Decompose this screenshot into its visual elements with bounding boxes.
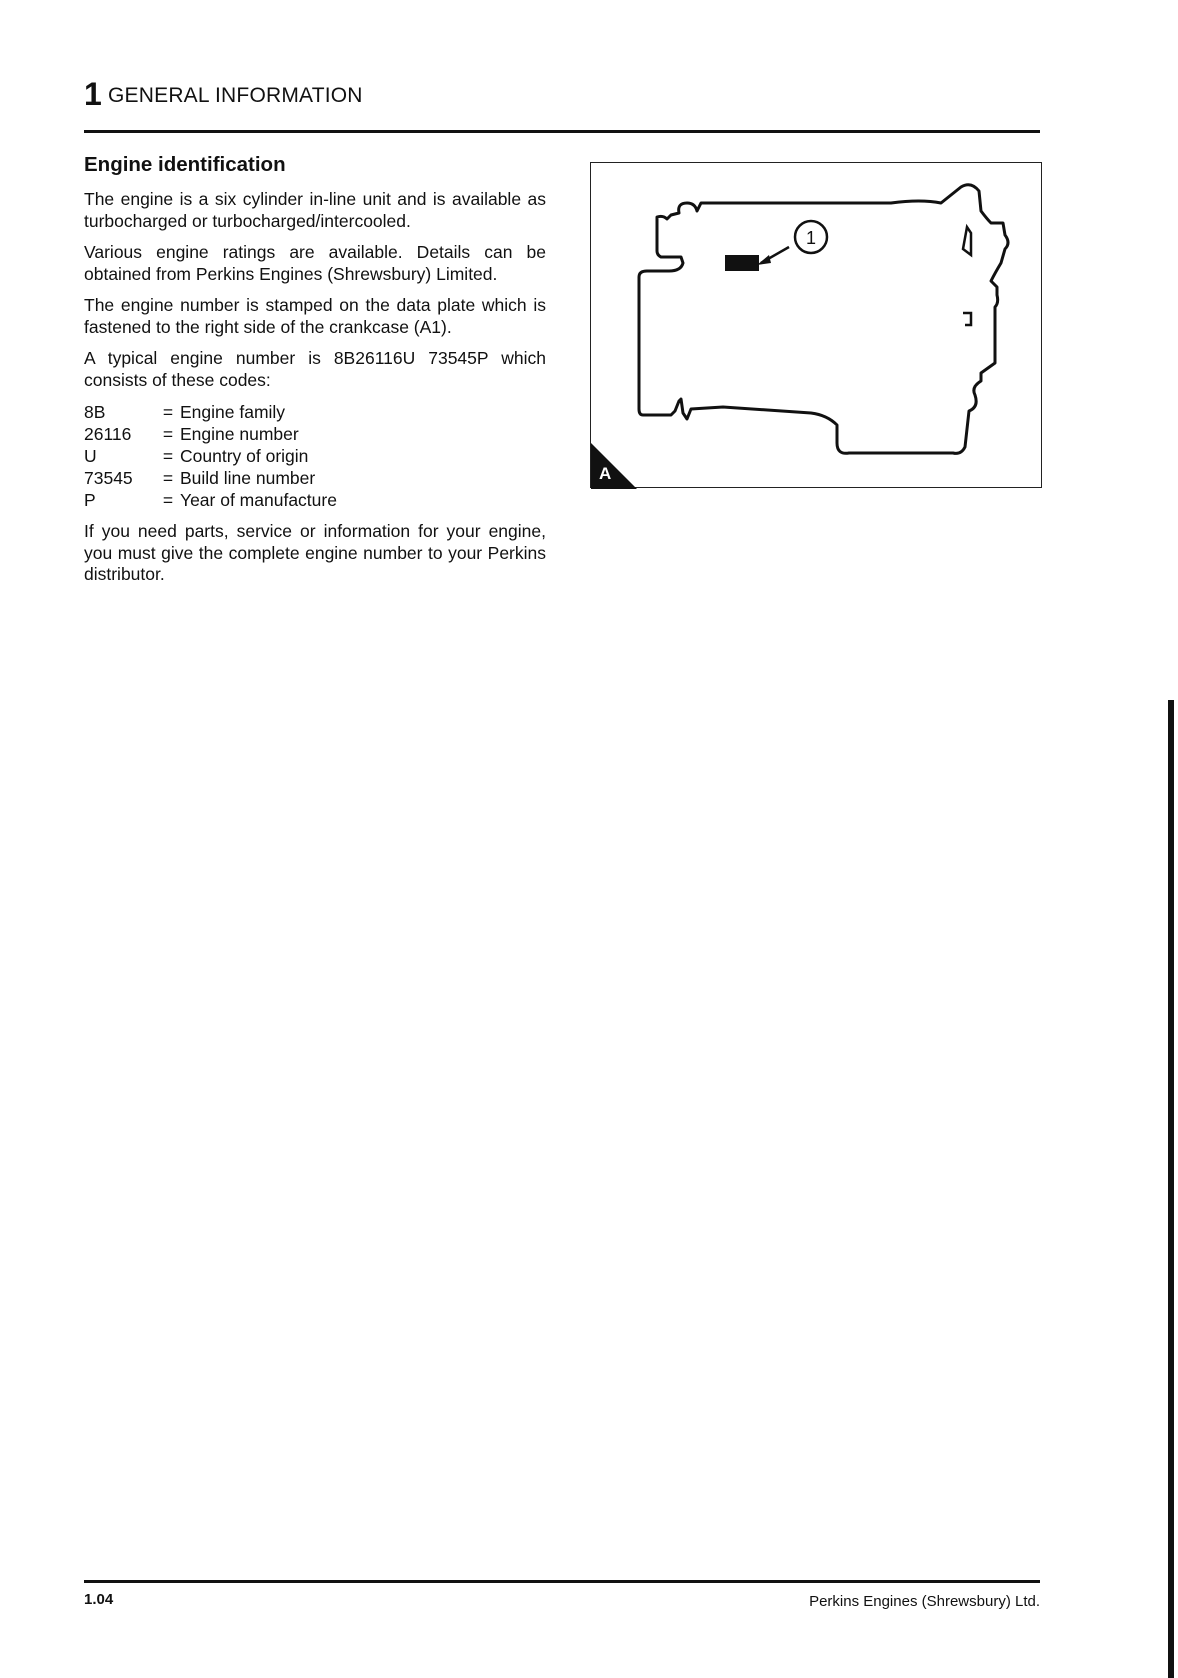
section-heading: Engine identification — [84, 153, 286, 176]
code-equals: = — [162, 490, 174, 510]
paragraph-data-plate: The engine number is stamped on the data plate which is fastened to the right side of the crankcase (A1). — [84, 295, 546, 337]
paragraph-engine-type: The engine is a six cylinder in-line unit and is available as turbocharged or turbocharged/intercooled. — [84, 189, 546, 231]
code-meaning: Country of origin — [180, 446, 309, 466]
code-key: 8B — [84, 402, 106, 422]
code-row — [84, 423, 546, 445]
publisher-name: Perkins Engines (Shrewsbury) Ltd. — [809, 1593, 1040, 1610]
paragraph-ratings: Various engine ratings are available. Details can be obtained from Perkins Engines (Shrewsbury) Limited. — [84, 242, 546, 284]
code-list — [84, 401, 546, 511]
figure-label-corner — [591, 443, 637, 489]
code-meaning: Build line number — [180, 468, 316, 488]
code-key: 26116 — [84, 424, 132, 444]
callout-number: 1 — [805, 228, 817, 248]
code-row — [84, 467, 546, 489]
code-equals: = — [162, 402, 174, 422]
engine-outline-drawing — [591, 163, 1043, 489]
data-plate — [725, 255, 759, 271]
code-meaning: Engine number — [180, 424, 299, 444]
paragraph-engine-number: A typical engine number is 8B26116U 73545P which consists of these codes: — [84, 348, 546, 390]
header-rule — [84, 130, 1040, 133]
footer-rule — [84, 1580, 1040, 1583]
page-header — [84, 76, 1040, 134]
figure-label: A — [599, 464, 612, 483]
scan-edge — [1168, 700, 1174, 1678]
section-number: 1 — [84, 76, 102, 112]
code-key: U — [84, 446, 97, 466]
code-row — [84, 489, 546, 511]
code-row — [84, 401, 546, 423]
code-key: P — [84, 490, 96, 510]
engine-detail-upper — [963, 227, 971, 255]
arrow-head-icon — [757, 255, 771, 265]
code-row — [84, 445, 546, 467]
code-key: 73545 — [84, 468, 133, 488]
body-column — [84, 153, 546, 596]
section-title: GENERAL INFORMATION — [108, 84, 363, 107]
code-meaning: Year of manufacture — [180, 490, 337, 510]
code-equals: = — [162, 468, 174, 488]
page-number: 1.04 — [84, 1591, 114, 1608]
engine-figure — [590, 162, 1042, 488]
engine-detail-lower — [963, 313, 971, 325]
code-equals: = — [162, 446, 174, 466]
code-meaning: Engine family — [180, 402, 286, 422]
engine-outline — [639, 185, 1008, 454]
code-equals: = — [162, 424, 174, 444]
paragraph-distributor: If you need parts, service or information for your engine, you must give the complete engine number to your Perkins distributor. — [84, 521, 546, 584]
